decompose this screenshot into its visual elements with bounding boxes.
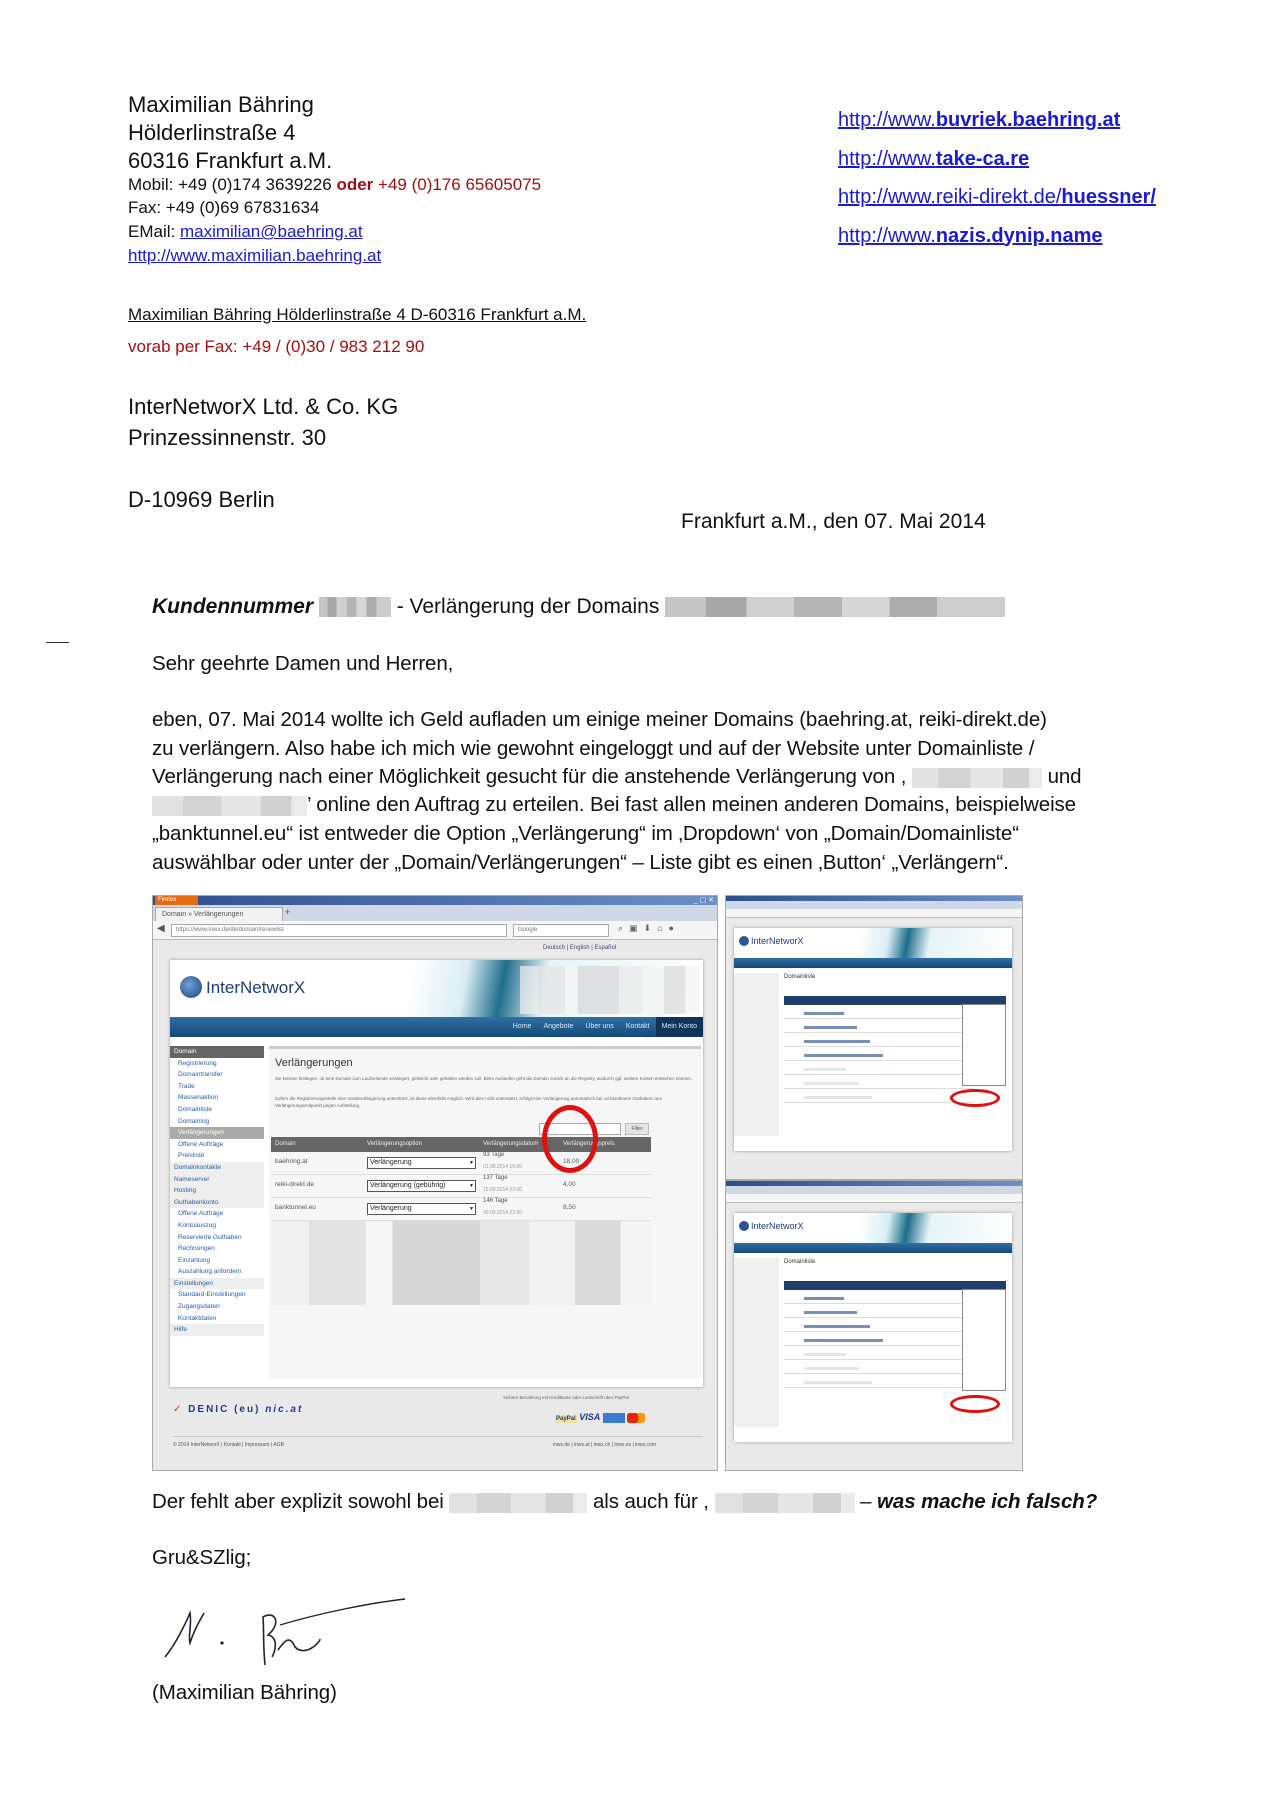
paragraph-line-2: zu verlängern. Also habe ich mich wie gewohnt eingeloggt und auf der Website unter Domainliste / <box>152 737 1035 760</box>
screenshot-domainlist-1 <box>725 895 1023 1180</box>
sidebar-item: Domainkontakte <box>170 1162 264 1174</box>
list-row <box>804 1068 846 1071</box>
sidebar-item: Hilfe <box>170 1324 264 1336</box>
list-row-line <box>784 1359 974 1360</box>
site-header <box>734 1213 1012 1243</box>
sidebar-item: Guthabenkonto <box>170 1197 264 1209</box>
link-nazis-dynip[interactable]: http://www.nazis.dynip.name <box>838 224 1103 247</box>
list-row <box>804 1311 857 1314</box>
paragraph-line-3: Verlängerung nach einer Möglichkeit gesucht für die anstehende Verlängerung von , und <box>152 765 1082 788</box>
tab-bar <box>726 1186 1022 1194</box>
recipient-company: InterNetworX Ltd. & Co. KG <box>128 394 399 419</box>
url-field: https://www.inwx.de/de/domain/renewlist <box>171 924 507 937</box>
list-row-line <box>784 1331 974 1332</box>
screenshot-renewals-page <box>152 895 718 1471</box>
language-links: Deutsch | English | Español <box>543 945 617 951</box>
list-row <box>804 1353 846 1356</box>
handwritten-signature <box>160 1595 420 1675</box>
sidebar-item: Auszahlung anfordern <box>178 1268 242 1276</box>
row-days: 146 Tage <box>483 1198 508 1204</box>
column-header-option: Verlängerungsoption <box>367 1141 423 1147</box>
row-price: 8,50 <box>563 1204 576 1211</box>
copyright: © 2014 InterNetworX | Kontakt | Impressum | AGB <box>173 1442 284 1448</box>
table-row <box>271 1175 651 1198</box>
row-date: 30.09.2014 23:30 <box>483 1210 522 1216</box>
sidebar-item: Domaintransfer <box>178 1071 223 1079</box>
paragraph-line-5: „banktunnel.eu“ ist entweder die Option „Verlängerung“ im ‚Dropdown‘ von „Domain/Domainliste“ <box>152 822 1019 845</box>
sidebar-item: Einzahlung <box>178 1256 211 1264</box>
dropdown-arrow-icon: ▼ <box>469 1206 474 1212</box>
signature-name: (Maximilian Bähring) <box>152 1681 337 1704</box>
footer-divider <box>173 1436 703 1437</box>
highlight-ellipse <box>950 1089 1000 1107</box>
list-row <box>804 1096 872 1099</box>
site-panel <box>734 928 1012 1151</box>
url-bar-area <box>153 921 717 940</box>
nav-my-account: Mein Konto <box>656 1017 703 1037</box>
subject-line <box>152 595 1005 619</box>
mini-logo: InterNetworX <box>751 936 804 946</box>
list-row <box>804 1054 883 1057</box>
sidebar-item: Einstellungen <box>170 1278 264 1290</box>
list-row-line <box>784 1074 974 1075</box>
list-row <box>804 1325 870 1328</box>
site-nav <box>734 1243 1012 1253</box>
dropdown-arrow-icon: ▼ <box>469 1183 474 1189</box>
tab-bar <box>726 901 1022 909</box>
sidebar-item: Domainlog <box>178 1117 210 1125</box>
paragraph-line-6: auswählbar oder unter der „Domain/Verlängerungen“ – Liste gibt es einen ‚Button‘ „Verlängern“. <box>152 851 1009 874</box>
mobile-number-2: +49 (0)176 65605075 <box>378 175 542 194</box>
sidebar-item: Nameserver <box>170 1174 264 1186</box>
list-row-line <box>784 1060 974 1061</box>
content-area <box>269 1046 701 1379</box>
row-domain: reiki-direkt.de <box>275 1181 315 1188</box>
window-controls-icon: _ ▢ ✕ <box>693 897 714 904</box>
list-row-line <box>784 1088 974 1089</box>
highlight-circle <box>542 1105 598 1173</box>
globe-logo-icon <box>739 936 749 946</box>
sidebar-item: Domain <box>170 1046 264 1058</box>
search-field: Google <box>513 924 609 937</box>
payment-note: Sichere Bezahlung mit Kreditkarte oder Lastschrift über PayPal <box>503 1395 629 1400</box>
recipient-street: Prinzessinnenstr. 30 <box>128 425 327 450</box>
sidebar-item: Offene Aufträge <box>178 1210 224 1218</box>
screenshot-domainlist-2 <box>725 1180 1023 1471</box>
salutation: Sehr geehrte Damen und Herren, <box>152 652 454 675</box>
list-row <box>804 1040 870 1043</box>
redacted-domain <box>152 796 307 816</box>
closing-question: was mache ich falsch? <box>877 1490 1098 1513</box>
email-label: EMail: <box>128 222 176 241</box>
domain-footer-links: inwx.de | inwx.at | inwx.ch | inwx.es | inwx.com <box>553 1442 657 1448</box>
site-nav <box>734 958 1012 968</box>
site-logo: InterNetworX <box>206 978 306 997</box>
fold-mark <box>46 642 69 643</box>
url-bar-area <box>726 1194 1022 1203</box>
site-header <box>170 960 703 1017</box>
sidebar-item: Registrierung <box>178 1059 217 1067</box>
nav-contact: Kontakt <box>625 1023 650 1030</box>
globe-logo-icon <box>739 1221 749 1231</box>
payment-logos: PayPal VISA <box>555 1412 645 1423</box>
registry-logos: ✓ DENIC (eu) nic.at <box>173 1404 304 1415</box>
sidebar-item: Kontaktdaten <box>178 1314 217 1322</box>
url-bar-area <box>726 909 1022 918</box>
redacted-domain <box>912 768 1042 788</box>
paragraph-line-4: ’ online den Auftrag zu erteilen. Bei fast allen meinen anderen Domains, beispielweise <box>152 793 1076 817</box>
site-nav <box>170 1017 703 1037</box>
subject-text: - Verlängerung der Domains <box>396 595 660 618</box>
intro-text-2: Sofern die Registrierungsstelle eine Vorabverlängerung unterstützt, ist diese ebenfalls möglich. Wird dies nicht unterstützt, erfolgt eine Verlängerung automatisch bei vorhandenem Guthaben zum Verlängerungszeitpunkt gegen Aufstellung. <box>275 1096 662 1108</box>
table-row <box>271 1198 651 1221</box>
sidebar-item: Preisliste <box>178 1152 205 1160</box>
redacted-domains <box>665 597 1005 617</box>
list-row-line <box>784 1032 974 1033</box>
link-list <box>838 101 1156 255</box>
sender-name: Maximilian Bähring <box>128 92 314 117</box>
sender-street: Hölderlinstraße 4 <box>128 120 296 145</box>
redacted-customer-number <box>319 597 391 617</box>
mobile-or: oder <box>336 175 374 194</box>
site-header <box>734 928 1012 958</box>
toolbar-icons: ⌕▣⬇⌂● <box>618 923 680 933</box>
greeting: Gru&SZlig; <box>152 1546 252 1569</box>
list-row-line <box>784 1387 974 1388</box>
recipient-city: D-10969 Berlin <box>128 487 275 512</box>
highlight-ellipse <box>950 1395 1000 1413</box>
redacted-account-info <box>520 966 700 1014</box>
redacted-rows <box>271 1221 651 1305</box>
list-row <box>804 1026 857 1029</box>
browser-tab: Domain » Verlängerungen <box>155 907 283 922</box>
list-row-line <box>784 1303 974 1304</box>
filter-button: Filter <box>625 1123 649 1135</box>
paragraph-line-1: eben, 07. Mai 2014 wollte ich Geld aufladen um einige meiner Domains (baehring.at, reiki-direkt.de) <box>152 708 1047 731</box>
link-take-care[interactable]: http://www.take-ca.re <box>838 147 1030 170</box>
link-reiki-direkt[interactable]: http://www.reiki-direkt.de/huessner/ <box>838 186 1156 208</box>
row-days: 93 Tage <box>483 1152 505 1158</box>
mini-title: Domainliste <box>784 974 816 980</box>
email-link[interactable]: maximilian@baehring.at <box>179 222 363 241</box>
row-date: 15.09.2014 22:00 <box>483 1187 522 1193</box>
return-address: Maximilian Bähring Hölderlinstraße 4 D-60316 Frankfurt a.M. <box>128 305 587 324</box>
nav-offers: Angebote <box>543 1023 574 1030</box>
fax-note-number: +49 / (0)30 / 983 212 90 <box>242 337 425 356</box>
fax-number: +49 (0)69 67831634 <box>165 198 320 217</box>
row-days: 137 Tage <box>483 1175 508 1181</box>
list-row-line <box>784 1046 974 1047</box>
action-dropdown-menu <box>962 1289 1006 1391</box>
fax-note <box>128 337 424 357</box>
column-header-date: Verlängerungsdatum <box>483 1141 539 1147</box>
site-sidebar <box>734 1258 779 1427</box>
nav-about: Über uns <box>585 1023 614 1030</box>
row-domain: baehring.at <box>275 1158 308 1165</box>
sidebar-item: Reservierte Guthaben <box>178 1233 242 1241</box>
redacted-domain <box>449 1493 587 1513</box>
list-row <box>804 1381 872 1384</box>
new-tab-icon: + <box>285 907 291 917</box>
sidebar-item: Kontoauszug <box>178 1221 216 1229</box>
sidebar-item: Massenaktion <box>178 1094 219 1102</box>
list-row-line <box>784 1317 974 1318</box>
action-dropdown-menu <box>962 1004 1006 1086</box>
list-row-line <box>784 1018 974 1019</box>
column-header-domain: Domain <box>275 1141 296 1147</box>
dropdown-arrow-icon: ▼ <box>469 1160 474 1166</box>
nav-home: Home <box>512 1023 532 1030</box>
row-price: 18,00 <box>563 1158 580 1165</box>
renewal-option-select: Verlängerung ▼ <box>367 1157 476 1169</box>
sidebar-item: Domainliste <box>178 1105 212 1113</box>
list-row <box>804 1082 859 1085</box>
content-title: Verlängerungen <box>275 1057 353 1069</box>
fax-label: Fax: <box>128 198 162 217</box>
list-row <box>804 1339 883 1342</box>
row-date: 01.08.2014 15:00 <box>483 1164 522 1170</box>
list-row-line <box>784 1373 974 1374</box>
renewal-option-select: Verlängerung (gebührig) ▼ <box>367 1180 476 1192</box>
mastercard-logo-icon <box>627 1413 645 1423</box>
sidebar-item: Trade <box>178 1082 195 1090</box>
mobile-number-1: +49 (0)174 3639226 <box>178 175 332 194</box>
back-icon: ◀ <box>157 923 165 934</box>
date-line: Frankfurt a.M., den 07. Mai 2014 <box>681 510 986 533</box>
sidebar-item: Verlängerungen <box>170 1127 264 1139</box>
sender-fax <box>128 198 319 218</box>
sidebar-item: Rechnungen <box>178 1245 215 1253</box>
browser-titlebar <box>153 896 717 905</box>
mini-title: Domainliste <box>784 1259 816 1265</box>
redacted-domain <box>715 1493 855 1513</box>
row-price: 4,00 <box>563 1181 576 1188</box>
row-domain: banktunnel.eu <box>275 1204 316 1211</box>
sender-email <box>128 222 363 242</box>
fax-note-label: vorab per Fax: <box>128 337 238 356</box>
subject-customer-number-label: Kundennummer <box>152 595 314 618</box>
mobile-label: Mobil: <box>128 175 174 194</box>
mini-logo: InterNetworX <box>751 1221 804 1231</box>
list-row <box>804 1297 844 1300</box>
list-row-line <box>784 1102 974 1103</box>
sidebar-item: Offene Aufträge <box>178 1140 224 1148</box>
site-panel <box>170 960 703 1387</box>
site-sidebar <box>170 1046 264 1336</box>
sidebar-item: Hosting <box>170 1185 264 1197</box>
intro-text-1: Sie können festlegen, ob eine Domain zum Laufzeitende verlängert, gelöscht oder gehalten werden soll. Beim Auslaufen geht die Domain zurück an die Registry, wodurch ggf. weitere Kosten entstehen können. <box>275 1076 692 1081</box>
sender-mobile <box>128 175 541 195</box>
globe-logo-icon <box>180 976 202 998</box>
site-sidebar <box>734 973 779 1136</box>
closing-line: Der fehlt aber explizit sowohl bei als auch für , – was mache ich falsch? <box>152 1490 1098 1513</box>
website-link[interactable]: http://www.maximilian.baehring.at <box>128 246 382 265</box>
list-row <box>804 1367 859 1370</box>
column-header-price: Verlängerungspreis <box>563 1141 615 1147</box>
list-row <box>804 1012 844 1015</box>
list-row-line <box>784 1345 974 1346</box>
sidebar-item: Zugangsdaten <box>178 1303 220 1311</box>
renewal-option-select: Verlängerung ▼ <box>367 1203 476 1215</box>
amex-logo-icon <box>603 1413 625 1423</box>
sidebar-item: Standard-Einstellungen <box>178 1291 246 1299</box>
sender-city: 60316 Frankfurt a.M. <box>128 148 333 173</box>
link-buvriek[interactable]: http://www.buvriek.baehring.at <box>838 109 1121 131</box>
firefox-menu-button: Firefox <box>155 896 198 905</box>
